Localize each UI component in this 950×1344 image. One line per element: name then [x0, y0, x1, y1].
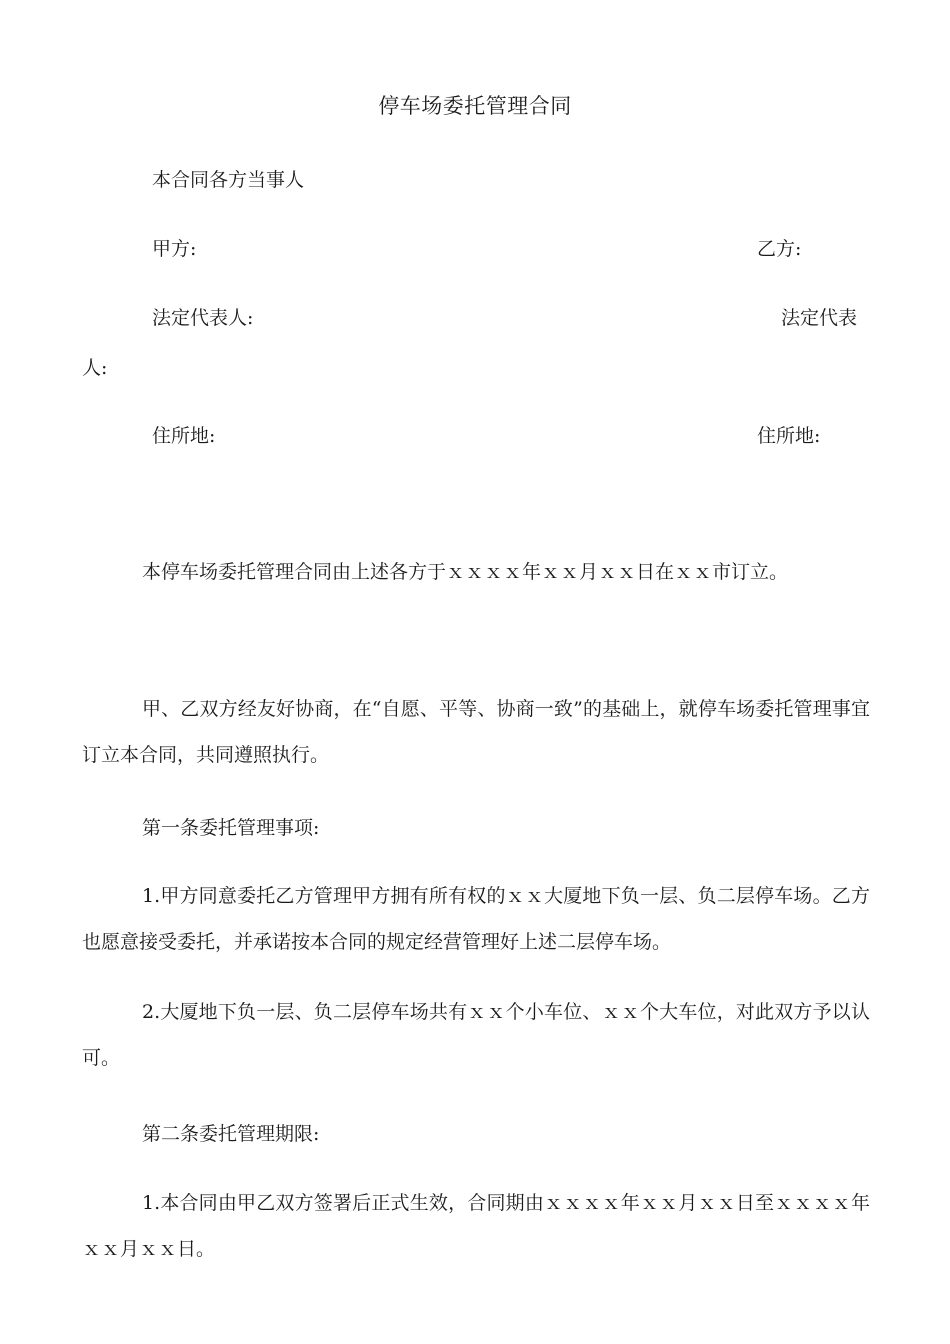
party-b-label: 乙方: [757, 238, 802, 260]
address-a-label: 住所地: [152, 425, 216, 447]
address-b-label: 住所地: [757, 425, 821, 447]
article2-item1: 1.本合同由甲乙双方签署后正式生效，合同期由ｘｘｘｘ年ｘｘ月ｘｘ日至ｘｘｘｘ年ｘｘ月ｘｘ日。 [82, 1192, 870, 1260]
preamble-paragraph: 甲、乙双方经友好协商，在“自愿、平等、协商一致”的基础上，就停车场委托管理事宜订立本合同，共同遵照执行。 [82, 698, 870, 766]
intro-paragraph: 本停车场委托管理合同由上述各方于ｘｘｘｘ年ｘｘ月ｘｘ日在ｘｘ市订立。 [142, 561, 789, 583]
rep-a-label: 法定代表人: [152, 307, 254, 329]
article1-item2: 2.大厦地下负一层、负二层停车场共有ｘｘ个小车位、ｘｘ个大车位，对此双方予以认可。 [82, 1001, 870, 1069]
article2-heading: 第二条委托管理期限: [142, 1123, 320, 1145]
article1-item1: 1.甲方同意委托乙方管理甲方拥有所有权的ｘｘ大厦地下负一层、负二层停车场。乙方也愿意接受委托，并承诺按本合同的规定经营管理好上述二层停车场。 [82, 885, 870, 953]
document-title: 停车场委托管理合同 [378, 94, 572, 118]
rep-b-label: 法定代表 [781, 307, 858, 329]
article1-heading: 第一条委托管理事项: [142, 817, 320, 839]
rep-b-label-wrap: 人: [82, 357, 108, 379]
parties-heading: 本合同各方当事人 [152, 169, 305, 191]
party-a-label: 甲方: [152, 238, 197, 260]
